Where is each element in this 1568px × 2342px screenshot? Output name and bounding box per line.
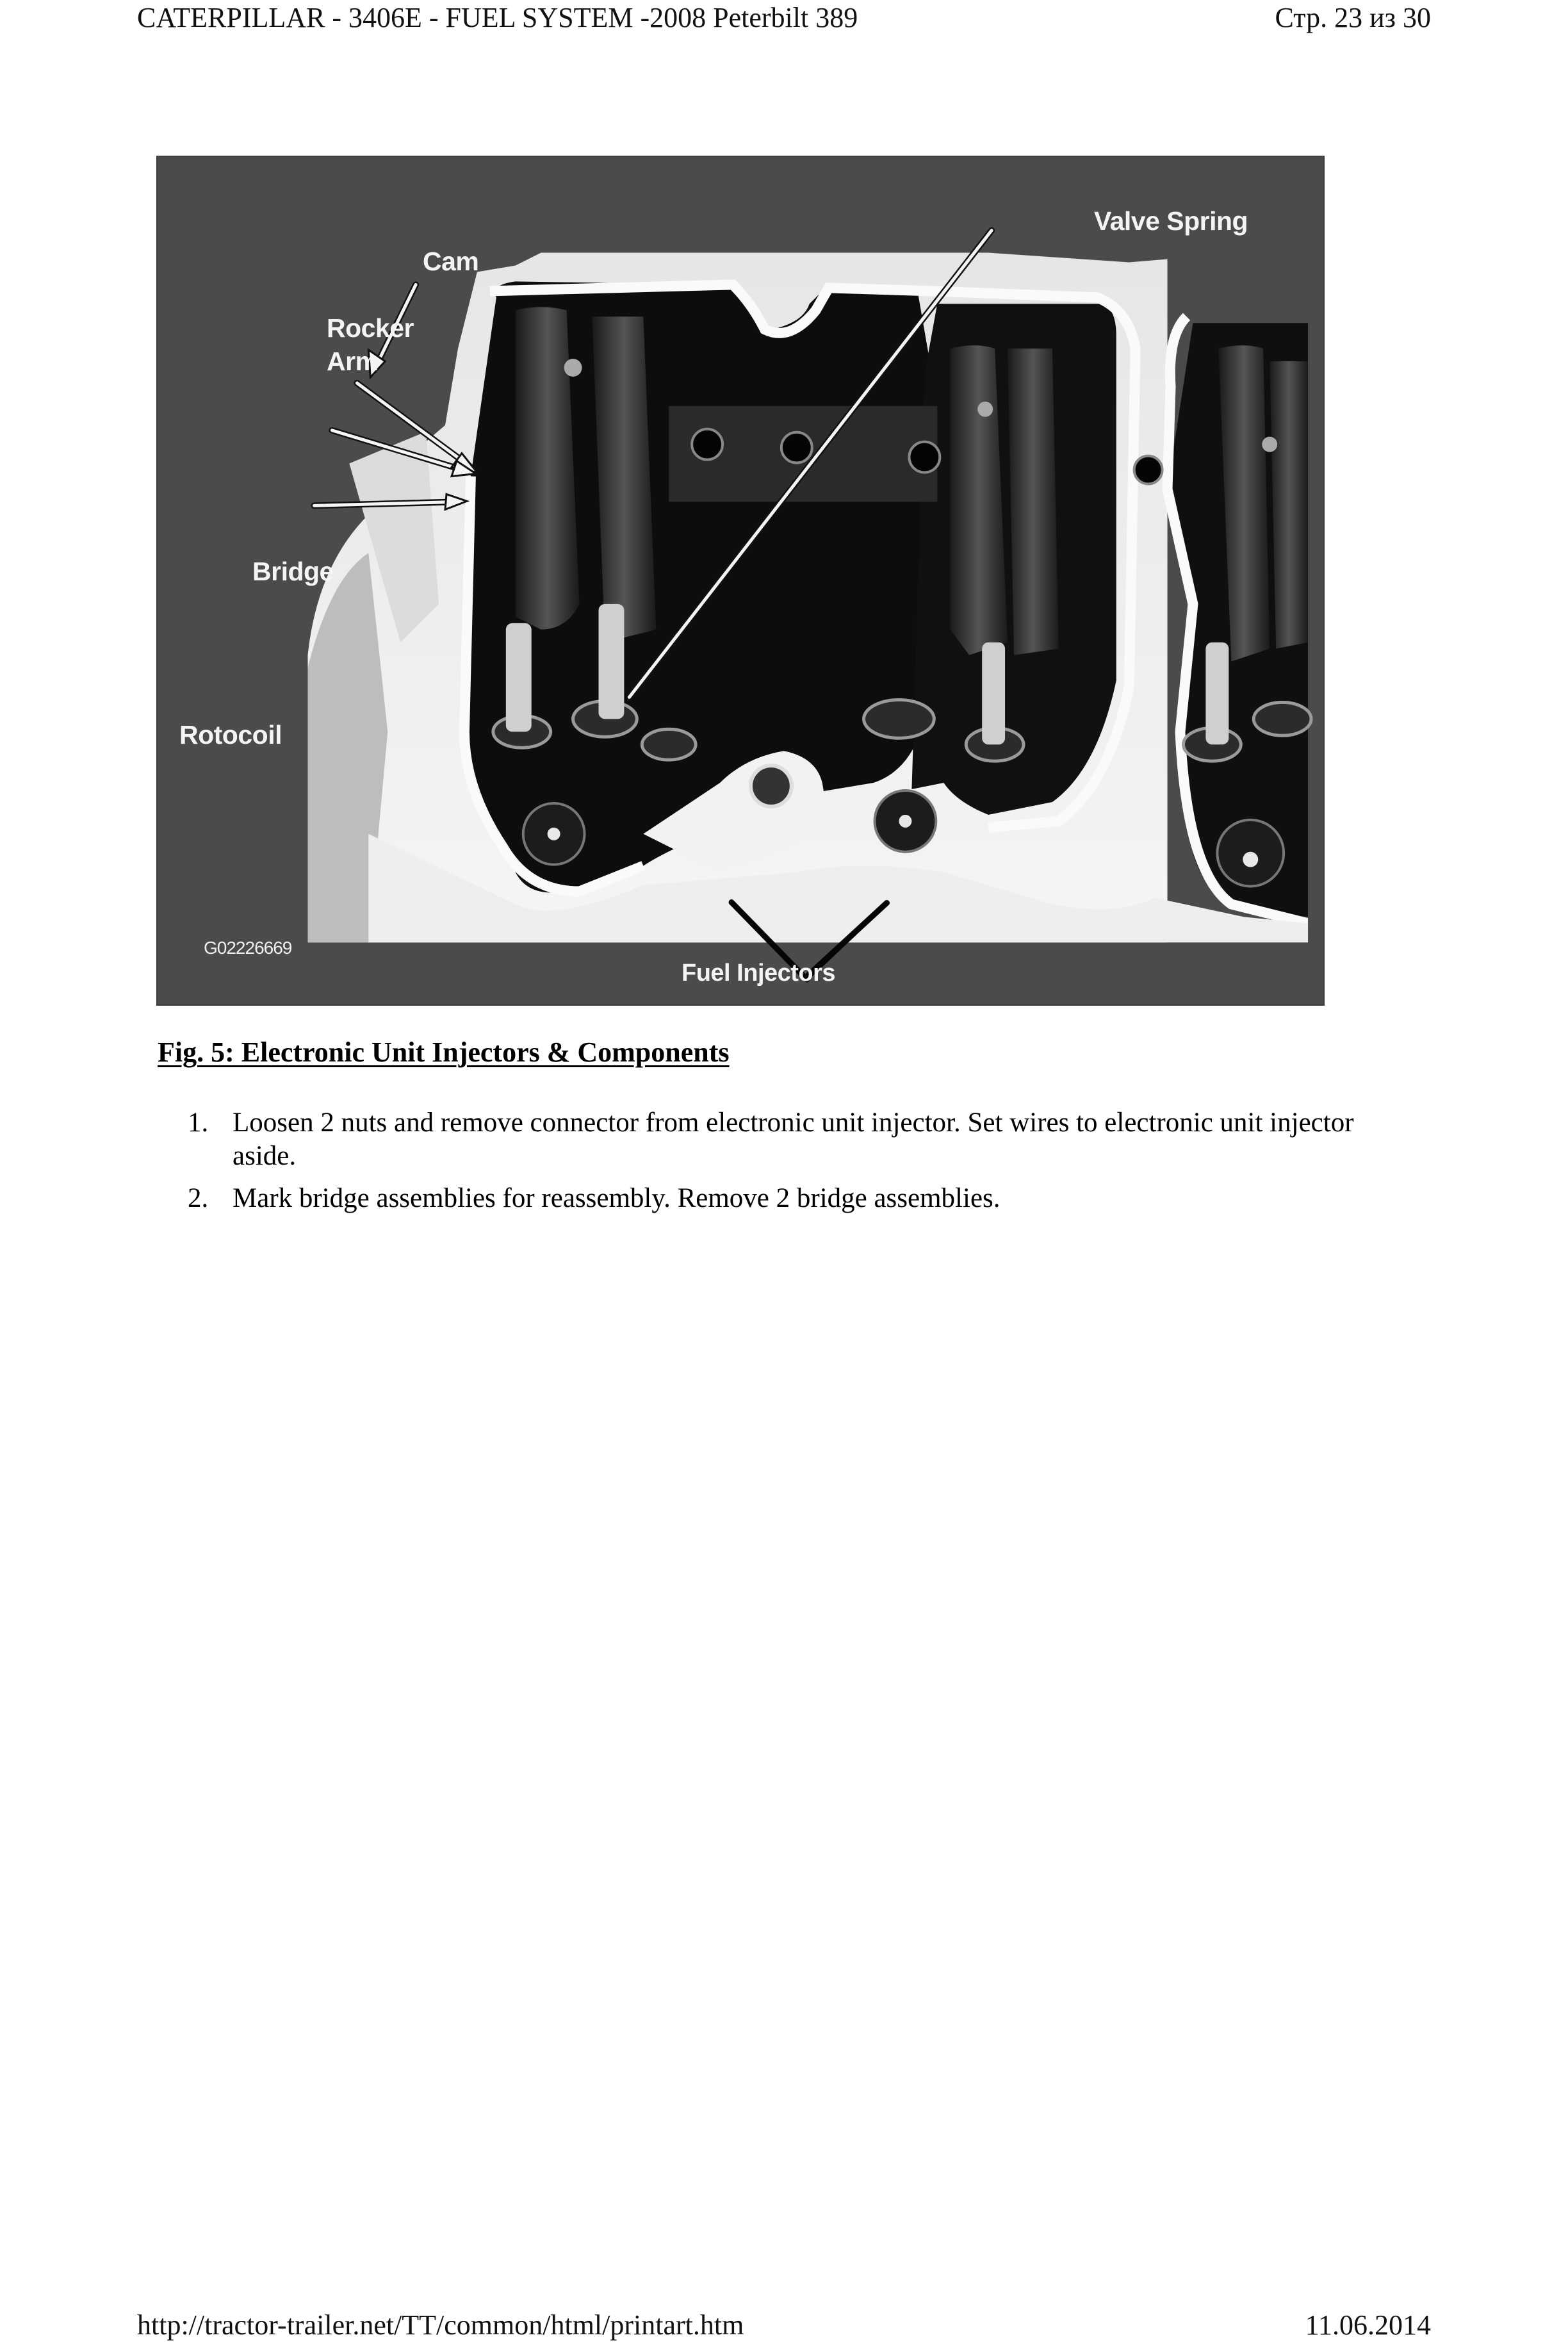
- source-url[interactable]: http://tractor-trailer.net/TT/common/html/printart.htm: [137, 2309, 744, 2341]
- label-fuel-injectors: Fuel Injectors: [682, 960, 836, 987]
- step-text: Mark bridge assemblies for reassembly. Remove 2 bridge assemblies.: [233, 1183, 1000, 1213]
- label-cam: Cam: [423, 247, 479, 276]
- figure-image-code: G02226669: [204, 938, 292, 958]
- step-number: 1.: [188, 1108, 209, 1138]
- label-bridge: Bridge: [252, 557, 334, 586]
- page-indicator: Стр. 23 из 30: [1275, 2, 1431, 33]
- print-date: 11.06.2014: [1305, 2309, 1431, 2341]
- label-valve-spring: Valve Spring: [1094, 206, 1248, 236]
- document-title: CATERPILLAR - 3406E - FUEL SYSTEM -2008 Peterbilt 389: [137, 2, 858, 33]
- figure-caption: Fig. 5: Electronic Unit Injectors & Components: [158, 1036, 730, 1068]
- engine-figure: [156, 156, 1325, 1006]
- label-rotocoil: Rotocoil: [179, 720, 282, 749]
- label-rocker-arm-line2: Arm: [327, 347, 379, 376]
- step-number: 2.: [188, 1183, 209, 1213]
- label-rocker-arm-line1: Rocker: [327, 313, 414, 343]
- step-text: Loosen 2 nuts and remove connector from electronic unit injector. Set wires to electronic unit injector aside.: [233, 1108, 1354, 1171]
